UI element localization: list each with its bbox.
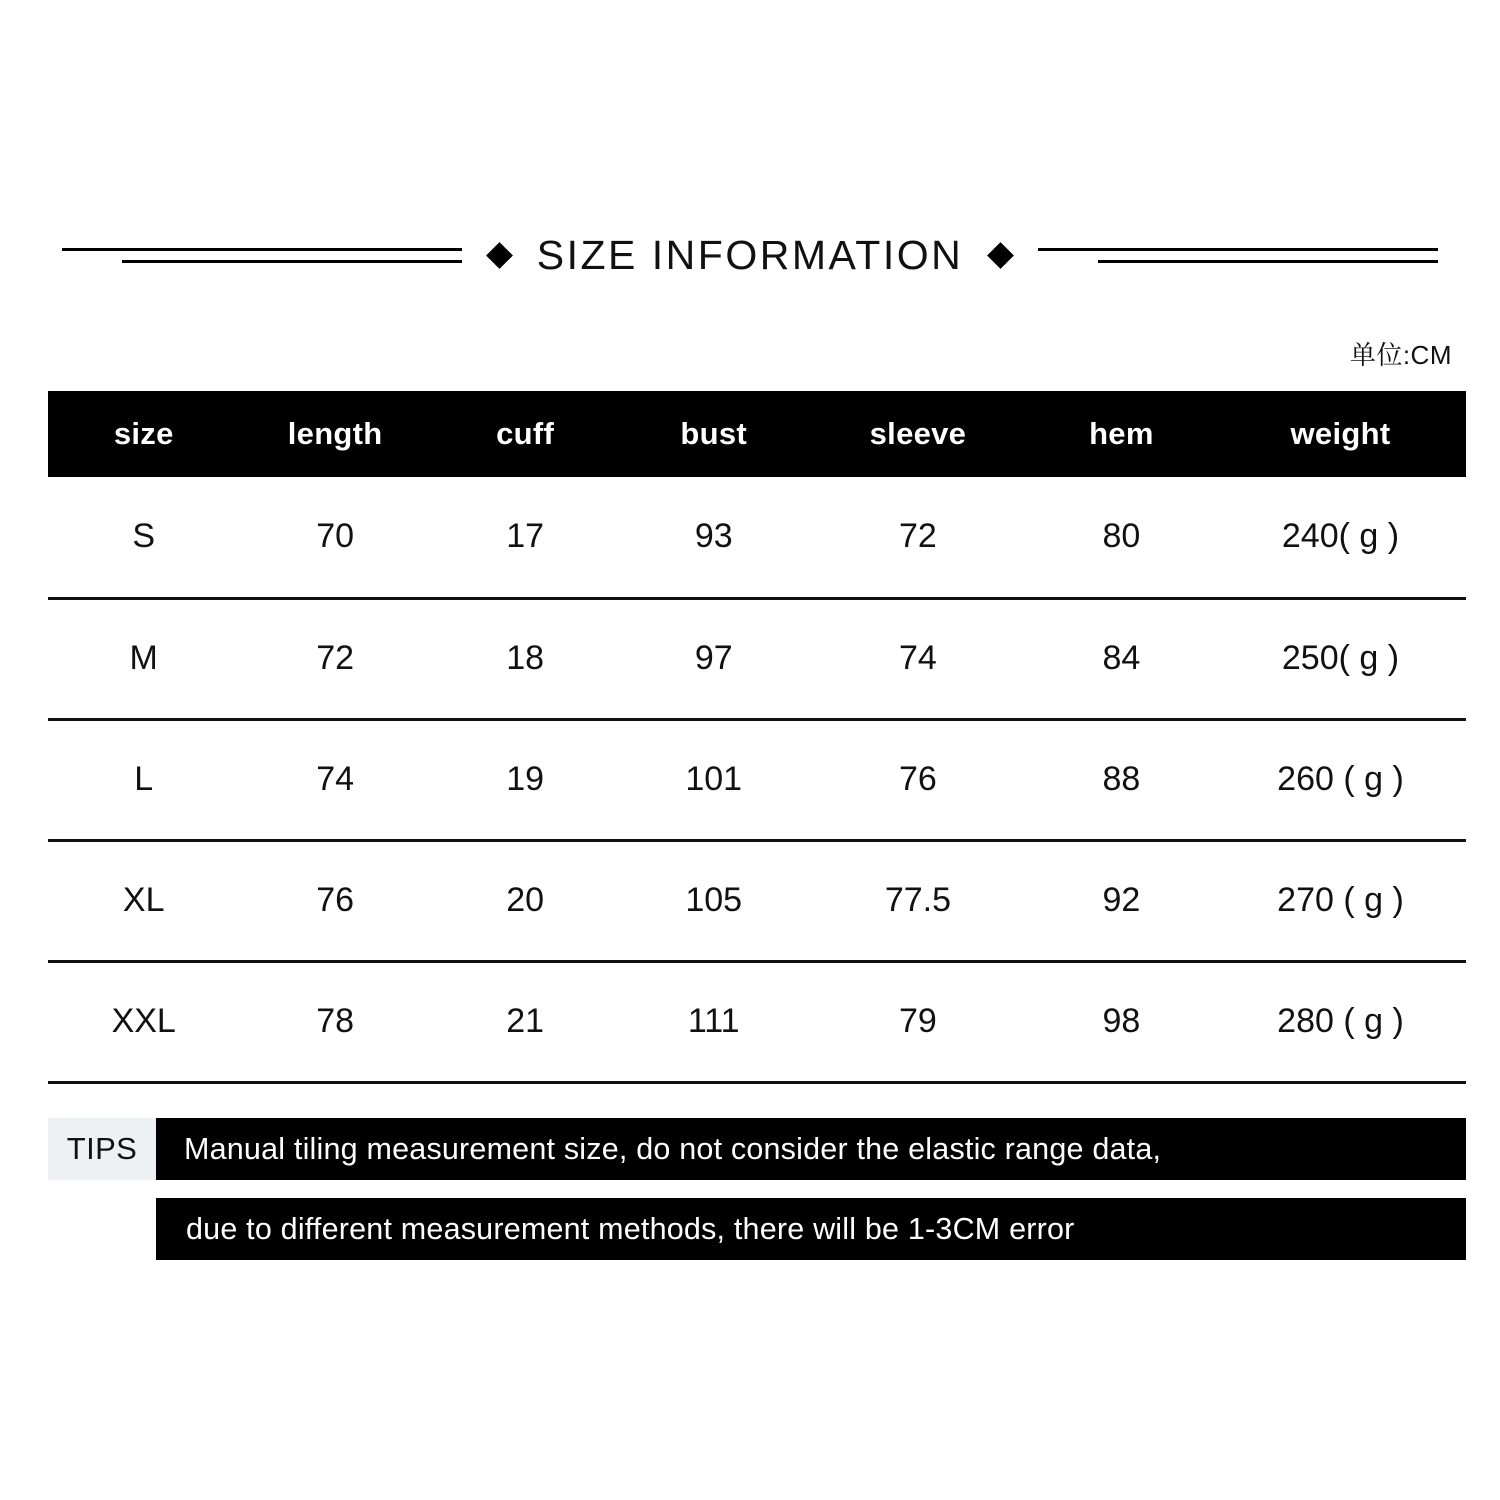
cell-bust: 111 (619, 961, 808, 1082)
cell-length: 70 (239, 477, 430, 598)
cell-hem: 84 (1028, 598, 1215, 719)
size-table (48, 391, 1466, 1084)
cell-sleeve: 79 (808, 961, 1028, 1082)
cell-weight: 250( g ) (1215, 598, 1466, 719)
column-header-hem: hem (1028, 391, 1215, 477)
cell-sleeve: 74 (808, 598, 1028, 719)
banner-rule-line (62, 248, 462, 251)
cell-cuff: 21 (431, 961, 620, 1082)
unit-note: 单位:CM (1349, 340, 1452, 370)
table-row (48, 598, 1466, 719)
cell-size: XXL (48, 961, 239, 1082)
cell-bust: 97 (619, 598, 808, 719)
cell-hem: 88 (1028, 719, 1215, 840)
tips-text-line1: Manual tiling measurement size, do not consider the elastic range data, (156, 1118, 1466, 1180)
cell-sleeve: 77.5 (808, 840, 1028, 961)
column-header-sleeve: sleeve (808, 391, 1028, 477)
cell-hem: 80 (1028, 477, 1215, 598)
cell-weight: 260 ( g ) (1215, 719, 1466, 840)
diamond-icon (486, 242, 513, 269)
cell-size: L (48, 719, 239, 840)
cell-length: 78 (239, 961, 430, 1082)
tips-row-second (156, 1198, 1466, 1260)
page-title: SIZE INFORMATION (536, 231, 964, 278)
table-header-row (48, 391, 1466, 477)
table-row (48, 840, 1466, 961)
cell-size: M (48, 598, 239, 719)
cell-length: 76 (239, 840, 430, 961)
tips-text-line2: due to different measurement methods, there will be 1-3CM error (156, 1198, 1466, 1260)
cell-weight: 240( g ) (1215, 477, 1466, 598)
cell-length: 74 (239, 719, 430, 840)
cell-size: S (48, 477, 239, 598)
cell-size: XL (48, 840, 239, 961)
cell-cuff: 17 (431, 477, 620, 598)
diamond-icon (987, 242, 1014, 269)
banner-rule-left (62, 248, 462, 263)
tips-section (48, 1118, 1466, 1260)
tips-row-first (48, 1118, 1466, 1180)
table-row (48, 477, 1466, 598)
cell-cuff: 19 (431, 719, 620, 840)
cell-cuff: 20 (431, 840, 620, 961)
cell-hem: 98 (1028, 961, 1215, 1082)
size-table-container (48, 391, 1466, 1084)
cell-weight: 280 ( g ) (1215, 961, 1466, 1082)
cell-sleeve: 76 (808, 719, 1028, 840)
column-header-bust: bust (619, 391, 808, 477)
banner-rule-line (1038, 248, 1438, 251)
cell-sleeve: 72 (808, 477, 1028, 598)
column-header-weight: weight (1215, 391, 1466, 477)
cell-length: 72 (239, 598, 430, 719)
cell-cuff: 18 (431, 598, 620, 719)
banner-rule-line (122, 260, 462, 263)
column-header-size: size (48, 391, 239, 477)
size-table-body (48, 477, 1466, 1082)
table-row (48, 961, 1466, 1082)
cell-weight: 270 ( g ) (1215, 840, 1466, 961)
cell-bust: 101 (619, 719, 808, 840)
banner-rule-right (1038, 248, 1438, 263)
cell-bust: 105 (619, 840, 808, 961)
table-row (48, 719, 1466, 840)
cell-hem: 92 (1028, 840, 1215, 961)
column-header-length: length (239, 391, 430, 477)
banner-rule-line (1098, 260, 1438, 263)
size-table-head (48, 391, 1466, 477)
banner-header (0, 205, 1500, 305)
column-header-cuff: cuff (431, 391, 620, 477)
cell-bust: 93 (619, 477, 808, 598)
tips-label: TIPS (48, 1118, 156, 1180)
